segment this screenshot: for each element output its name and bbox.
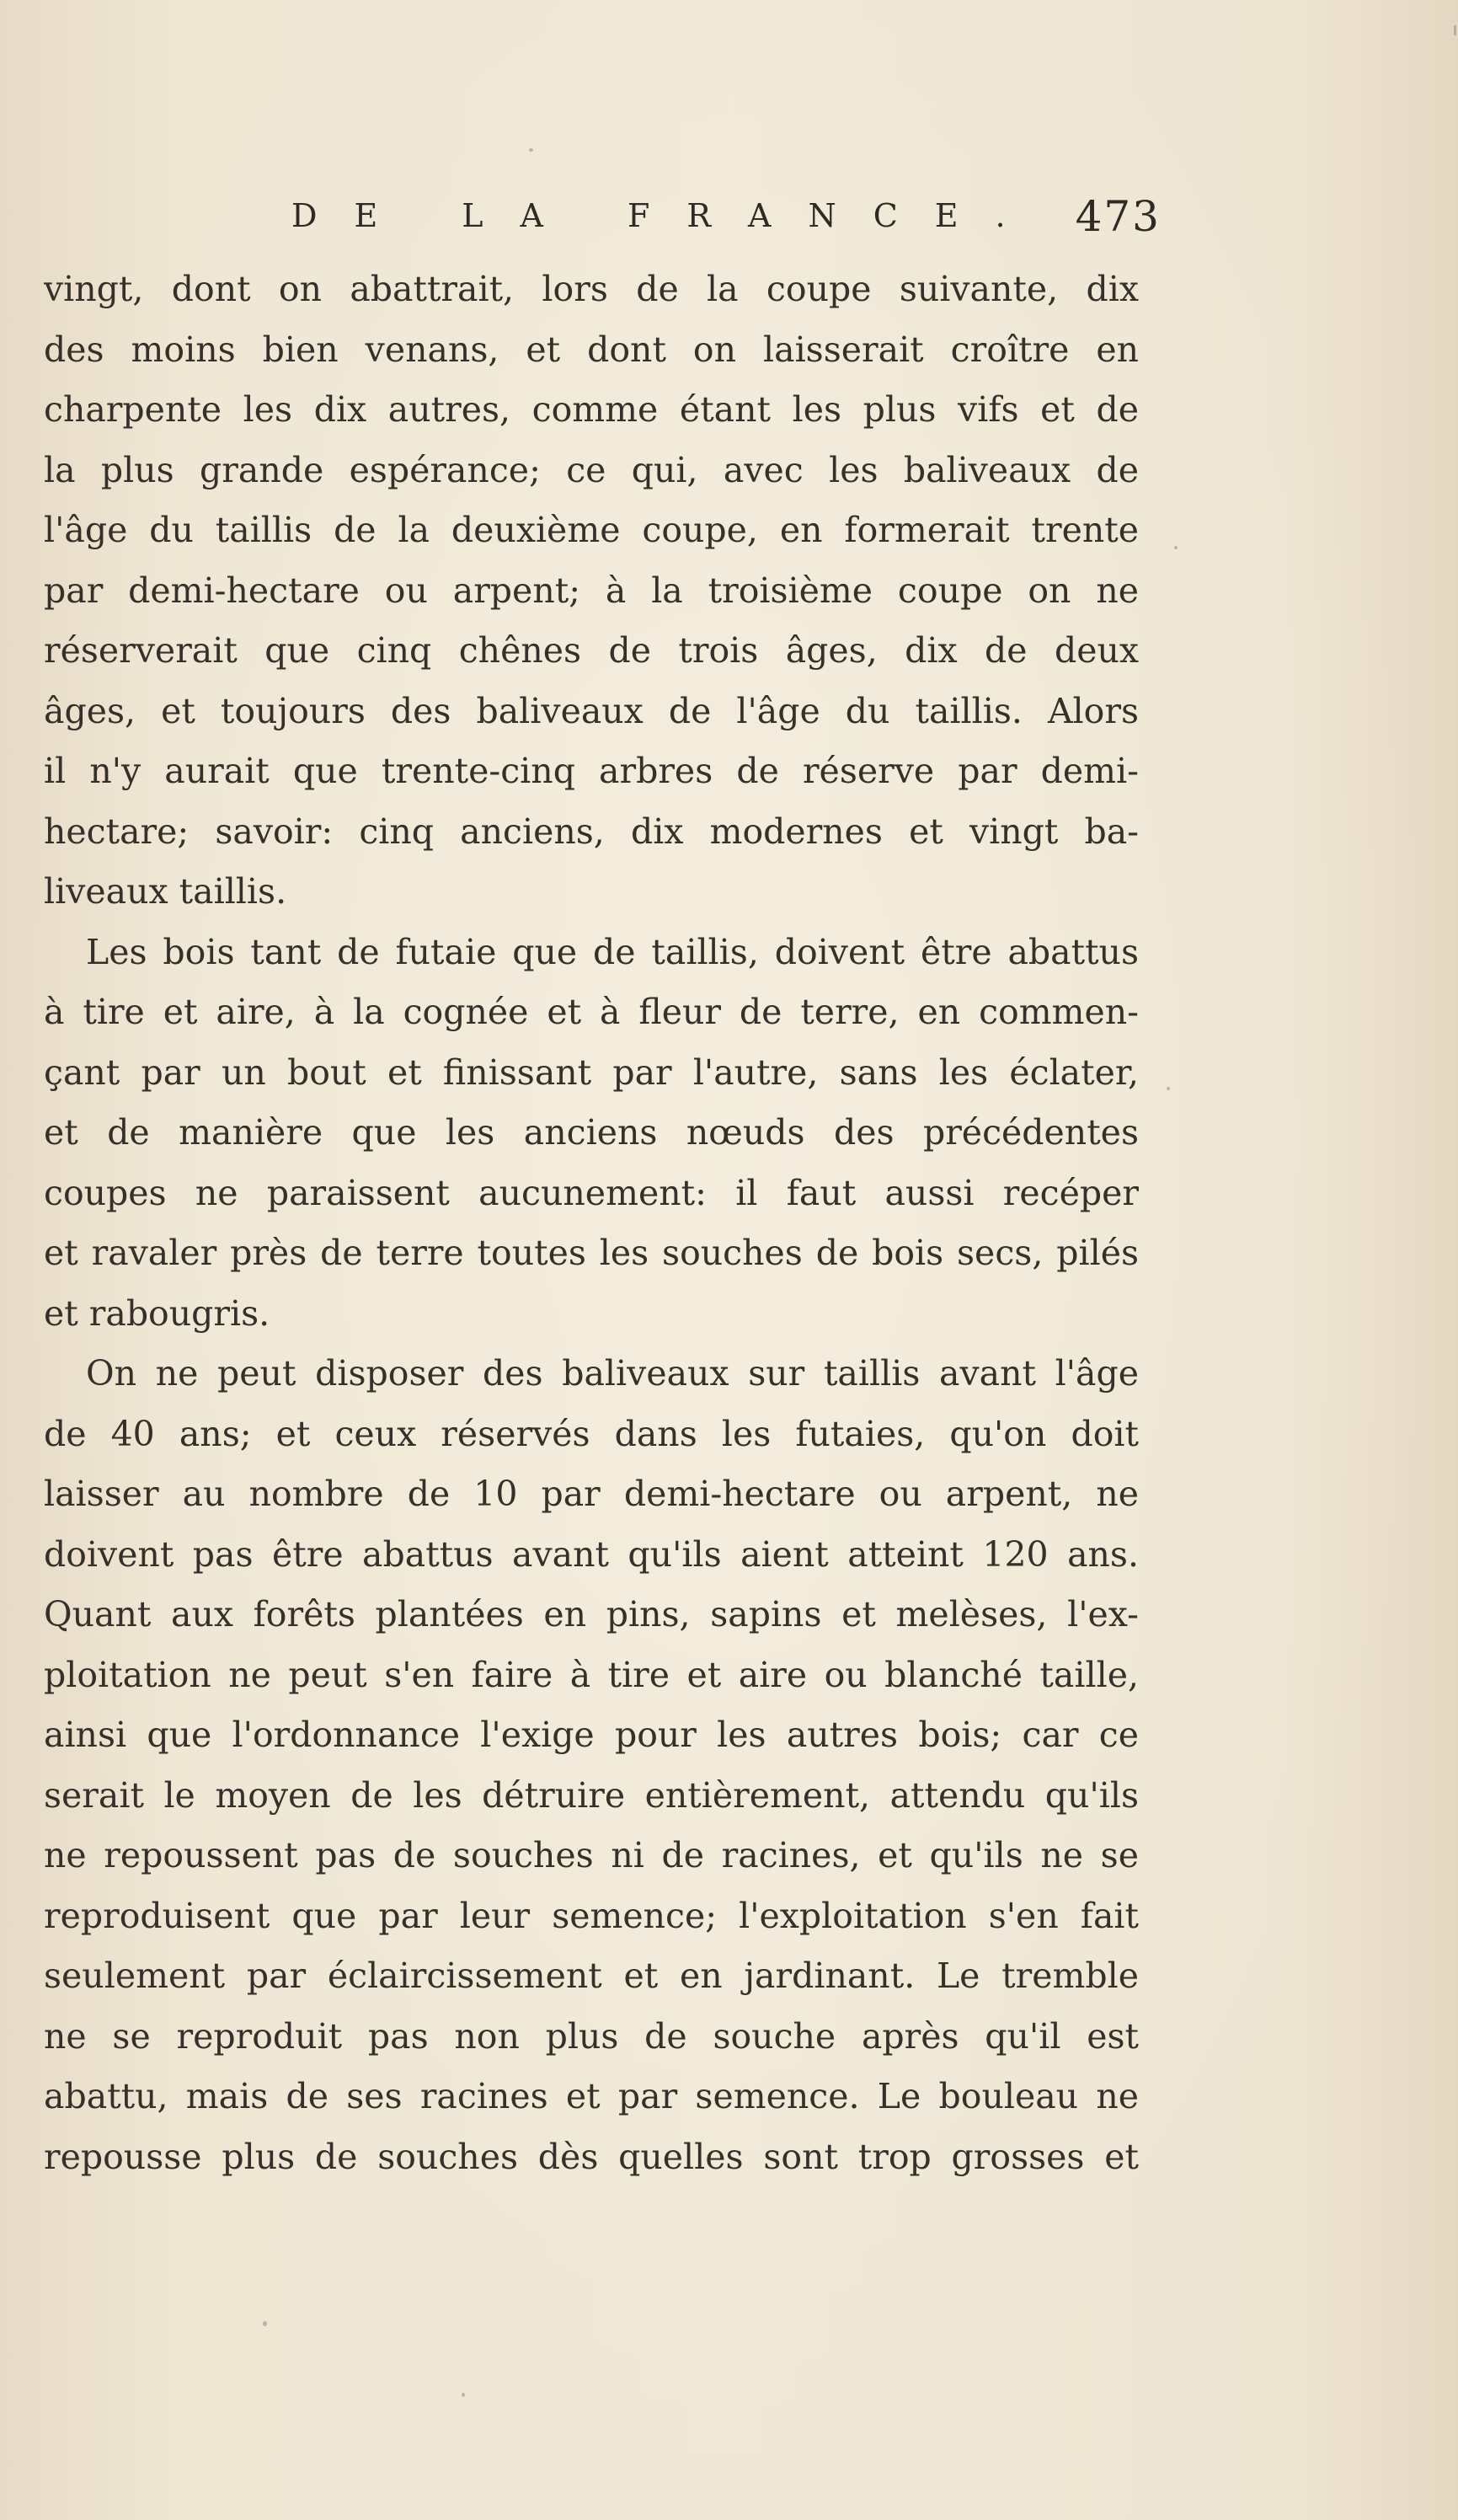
text-line: çant par un bout et finissant par l'autre, sans les éclater, <box>44 1051 1139 1093</box>
text-line: abattu, mais de ses racines et par semence. Le bouleau ne <box>44 2076 1139 2116</box>
paragraph-start-line: Les bois tant de futaie que de taillis, doivent être abattus <box>86 931 1139 972</box>
text-line: coupes ne paraissent aucunement: il faut aussi recéper <box>44 1172 1139 1213</box>
text-line: des moins bien venans, et dont on laisserait croître en <box>44 329 1139 370</box>
text-line: de 40 ans; et ceux réservés dans les futaies, qu'on doit <box>44 1413 1139 1454</box>
paper-speck <box>462 2393 465 2397</box>
text-line: ainsi que l'ordonnance l'exige pour les autres bois; car ce <box>44 1715 1139 1755</box>
text-line: repousse plus de souches dès quelles sont trop grosses et <box>44 2136 1139 2177</box>
text-line: il n'y aurait que trente-cinq arbres de réserve par demi- <box>44 751 1139 791</box>
text-line: âges, et toujours des baliveaux de l'âge du taillis. Alors <box>44 690 1139 731</box>
page-number: 473 <box>1075 192 1161 241</box>
paragraph-start-line: On ne peut disposer des baliveaux sur taillis avant l'âge <box>86 1353 1139 1394</box>
text-line: seulement par éclaircissement et en jardinant. Le tremble <box>44 1956 1139 1996</box>
text-line: l'âge du taillis de la deuxième coupe, en formerait trente <box>44 510 1139 550</box>
text-line: Quant aux forêts plantées en pins, sapins et melèses, l'ex- <box>44 1594 1139 1635</box>
body-text <box>44 259 1139 2187</box>
text-line: et ravaler près de terre toutes les souches de bois secs, pilés <box>44 1233 1139 1273</box>
text-line: vingt, dont on abattrait, lors de la coupe suivante, dix <box>44 269 1139 309</box>
paper-speck <box>1174 546 1178 549</box>
paper-speck <box>263 2321 267 2326</box>
text-line: liveaux taillis. <box>44 871 287 912</box>
text-line: serait le moyen de les détruire entièrement, attendu qu'ils <box>44 1774 1139 1816</box>
text-line: ploitation ne peut s'en faire à tire et aire ou blanché taille, <box>44 1654 1139 1695</box>
text-line: reproduisent que par leur semence; l'exploitation s'en fait <box>44 1895 1139 1936</box>
paper-speck <box>529 148 533 152</box>
text-line: par demi-hectare ou arpent; à la troisième coupe on ne <box>44 570 1139 611</box>
text-line: à tire et aire, à la cognée et à fleur de terre, en commen- <box>44 992 1139 1032</box>
text-line: ne repoussent pas de souches ni de racines, et qu'ils ne se <box>44 1835 1139 1875</box>
text-line: laisser au nombre de 10 par demi-hectare ou arpent, ne <box>44 1474 1139 1514</box>
running-title: DE LA FRANCE. <box>291 197 1043 234</box>
text-line: la plus grande espérance; ce qui, avec les baliveaux de <box>44 449 1139 490</box>
text-line: hectare; savoir: cinq anciens, dix modernes et vingt ba- <box>44 811 1139 852</box>
text-line: doivent pas être abattus avant qu'ils aient atteint 120 ans. <box>44 1533 1139 1575</box>
page-header <box>291 192 1161 251</box>
text-line: charpente les dix autres, comme étant les plus vifs et de <box>44 389 1139 430</box>
paper-speck <box>1454 25 1456 35</box>
text-line: et rabougris. <box>44 1292 270 1334</box>
text-line: réserverait que cinq chênes de trois âges, dix de deux <box>44 630 1139 671</box>
text-line: ne se reproduit pas non plus de souche après qu'il est <box>44 2015 1139 2057</box>
paper-speck <box>1167 1087 1170 1090</box>
text-line: et de manière que les anciens nœuds des précédentes <box>44 1112 1139 1153</box>
